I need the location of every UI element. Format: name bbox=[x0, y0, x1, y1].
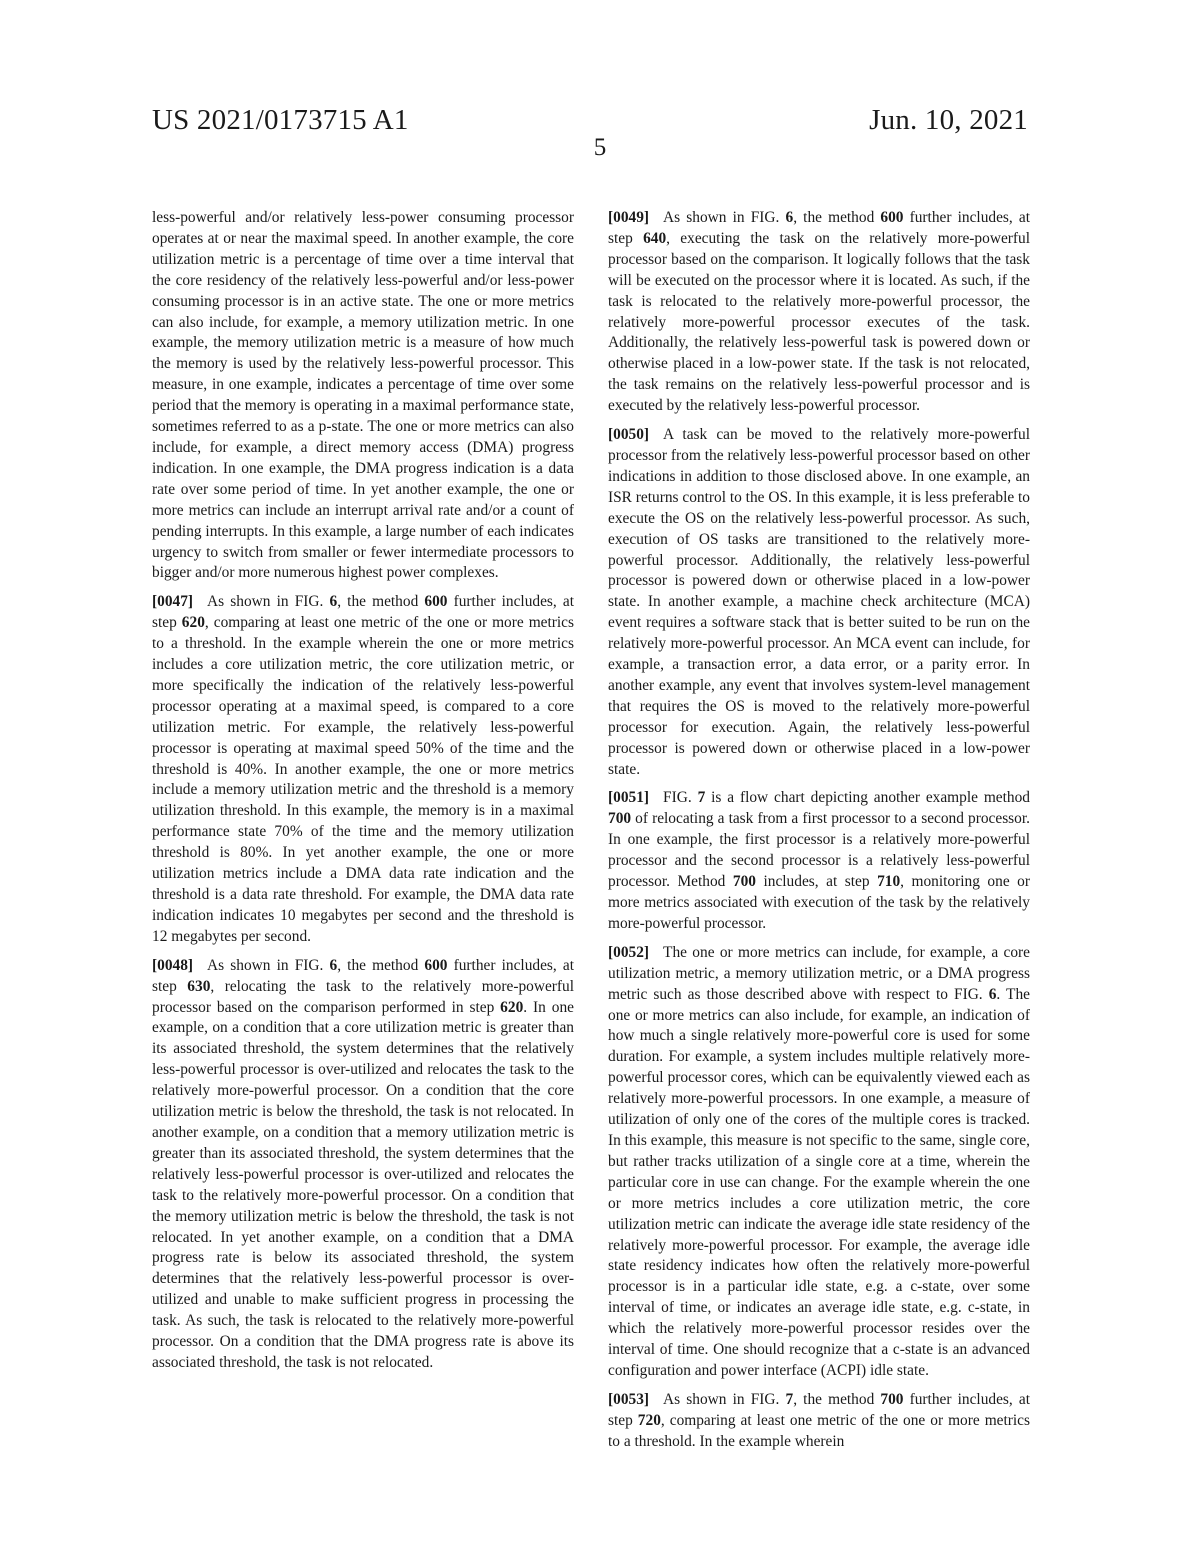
step-ref: 620 bbox=[500, 998, 524, 1016]
paragraph-text: includes, at step bbox=[755, 873, 878, 891]
figure-ref: 7 bbox=[697, 789, 706, 807]
paragraph-number: [0047] bbox=[152, 593, 194, 611]
figure-ref: 7 bbox=[785, 1390, 794, 1408]
paragraph-number: [0051] bbox=[608, 789, 650, 807]
method-ref: 700 bbox=[732, 873, 756, 891]
paragraph-number: [0049] bbox=[608, 209, 650, 226]
paragraph-text: is a flow chart depicting another example method bbox=[705, 789, 1030, 807]
paragraph-0049 bbox=[608, 208, 1030, 417]
paragraph-text: . The one or more metrics can also include, for example, an indication of how much a single relatively more-powerful core is used for some duration. For example, a system includes multiple relatively more-powerful processor cores, which can be equivalently viewed each as relatively more-powerful processors. In one example, a measure of utilization of only one of the cores of the multiple cores is tracked. In this example, this measure is not specific to the same, single core, but rather tracks utilization of a single core at a time, wherein the particular core in use can change. For the example wherein the one or more metrics includes a core utilization metric, the core utilization metric can indicate the average idle state residency of the relatively more-powerful processor. For example, the average idle state residency indicates how often the relatively more-powerful processor is in a particular idle state, e.g. a c-state, over some interval of time, or indicates an average idle state, e.g. c-state, in which the relatively more-powerful processor resides over the interval of time. One should recognize that a c-state is an advanced configuration and power interface (ACPI) idle state. bbox=[608, 985, 1030, 1379]
paragraph-text: , monitoring one or more metrics associated with execution of the task by the relatively more-powerful processor. bbox=[608, 873, 1030, 932]
method-ref: 600 bbox=[424, 956, 448, 974]
paragraph-text: , the method bbox=[793, 1390, 881, 1408]
method-ref: 700 bbox=[608, 810, 632, 828]
figure-ref: 6 bbox=[329, 956, 338, 974]
paragraph-text: As shown in FIG. bbox=[663, 209, 786, 226]
paragraph-text: FIG. bbox=[663, 789, 698, 807]
figure-ref: 6 bbox=[329, 593, 338, 611]
paragraph-number: [0053] bbox=[608, 1390, 650, 1408]
paragraph-0048 bbox=[152, 956, 574, 1374]
method-ref: 700 bbox=[880, 1390, 904, 1408]
method-ref: 600 bbox=[424, 593, 448, 611]
publication-date: Jun. 10, 2021 bbox=[869, 104, 1028, 136]
left-column bbox=[152, 208, 574, 1382]
page-number: 5 bbox=[593, 134, 607, 161]
paragraph-text: , executing the task on the relatively more-powerful processor based on the comparison. It logically follows that the task will be executed on the processor where it is located. As such, if the task is relocated to the relatively more-powerful processor, the relatively more-powerful processor executes of the task. Additionally, the relatively less-powerful task is powered down or otherwise placed in a low-power state. If the task is not relocated, the task remains on the relatively less-powerful processor and is executed by the relatively less-powerful processor. bbox=[608, 229, 1030, 415]
paragraph-number: [0050] bbox=[608, 426, 650, 444]
paragraph-text: As shown in FIG. bbox=[663, 1390, 786, 1408]
paragraph-text: further includes, at step bbox=[152, 956, 574, 995]
method-ref: 600 bbox=[880, 209, 904, 226]
paragraph-text: , the method bbox=[337, 593, 425, 611]
step-ref: 710 bbox=[877, 873, 901, 891]
step-ref: 720 bbox=[637, 1411, 661, 1429]
paragraph-text: , relocating the task to the relatively more-powerful processor based on the comparison performed in step bbox=[152, 977, 575, 1016]
paragraph-number: [0052] bbox=[608, 943, 650, 961]
figure-ref: 6 bbox=[785, 209, 794, 226]
paragraph-text: of relocating a task from a first processor to a second processor. In one example, the first processor is a relatively more-powerful processor and the second processor is a relatively less-powerful processor. Method bbox=[608, 810, 1030, 891]
paragraph-0050 bbox=[608, 425, 1030, 780]
paragraph-text: , comparing at least one metric of the one or more metrics to a threshold. In the example wherein bbox=[608, 1411, 1031, 1450]
paragraph-text: , comparing at least one metric of the one or more metrics to a threshold. In the example wherein the one or more metrics includes a core utilization metric, the core utilization metric, or more specifically the indication of the relatively less-powerful processor operating at a maximal speed, is compared to a core utilization metric. For example, the relatively less-powerful processor is operating at maximal speed 50% of the time and the threshold is 40%. In another example, the one or more metrics include a memory utilization metric and the threshold is a memory utilization threshold. In this example, the memory is in a maximal performance state 70% of the time and the memory utilization threshold is 80%. In yet another example, the one or more utilization metrics include a DMA data rate indication and the threshold is a data rate threshold. For example, the DMA data rate indication indicates 10 megabytes per second and the threshold is 12 megabytes per second. bbox=[152, 614, 575, 945]
paragraph-text: , the method bbox=[793, 209, 881, 226]
paragraph-text: A task can be moved to the relatively more-powerful processor from the relatively less-powerful processor based on other indications in addition to those disclosed above. In one example, an ISR returns control to the OS. In this example, it is less preferable to execute the OS on the relatively less-powerful processor. As such, execution of OS tasks are transitioned to the relatively more-powerful processor. Additionally, the relatively less-powerful processor is powered down or otherwise placed in a low-power state. In another example, a machine check architecture (MCA) event requires a software stack that is better suited to be run on the relatively more-powerful processor. An MCA event can include, for example, a transaction error, a data error, or a parity error. In another example, any event that involves system-level management that requires the OS is moved to the relatively more-powerful processor for execution. Again, the relatively less-powerful processor is powered down or otherwise placed in a low-power state. bbox=[608, 426, 1030, 778]
paragraph-text: further includes, at step bbox=[608, 1390, 1030, 1429]
paragraph-0051 bbox=[608, 788, 1030, 934]
patent-number: US 2021/0173715 A1 bbox=[152, 104, 409, 136]
paragraph-continuation: less-powerful and/or relatively less-power consuming processor operates at or near the maximal speed. In another example, the core utilization metric is a percentage of time over a time interval that the core residency of the relatively less-powerful and/or less-power consuming processor is in an active state. The one or more metrics can also include, for example, a memory utilization metric. In one example, the memory utilization metric is a measure of how much the memory is used by the relatively less-powerful processor. This measure, in one example, indicates a percentage of time over some period that the memory is operating in a maximal performance state, sometimes referred to as a p-state. The one or more metrics can also include, for example, a direct memory access (DMA) progress indication. In one example, the DMA progress indication is a data rate over some period of time. In yet another example, the one or more metrics can include an interrupt arrival rate and/or a count of pending interrupts. In this example, a large number of each indicates urgency to switch from smaller or fewer intermediate processors to bigger and/or more numerous highest power complexes. bbox=[152, 209, 574, 582]
paragraph-0052 bbox=[608, 943, 1030, 1382]
paragraph-text: further includes, at step bbox=[608, 209, 1030, 247]
step-ref: 640 bbox=[643, 229, 667, 247]
paragraph-0047 bbox=[152, 592, 574, 947]
paragraph-number: [0048] bbox=[152, 956, 194, 974]
paragraph-text: , the method bbox=[337, 956, 425, 974]
paragraph-text: further includes, at step bbox=[152, 593, 574, 632]
paragraph-text: . In one example, on a condition that a core utilization metric is greater than its associated threshold, the system determines that the relatively less-powerful processor is over-utilized and relocates the task to the relatively more-powerful processor. On a condition that the core utilization metric is below the threshold, the task is not relocated. In another example, on a condition that a memory utilization metric is greater than its associated threshold, the system determines that the relatively less-powerful processor is over-utilized and relocates the task to the relatively more-powerful processor. On a condition that the memory utilization metric is below the threshold, the task is not relocated. In yet another example, on a condition that a DMA progress rate is below its associated threshold, the system determines that the relatively less-powerful processor is over-utilized and unable to make sufficient progress in processing the task. As such, the task is relocated to the relatively more-powerful processor. On a condition that the DMA progress rate is above its associated threshold, the task is not relocated. bbox=[152, 998, 574, 1371]
paragraph-0053 bbox=[608, 1390, 1030, 1453]
paragraph-text: As shown in FIG. bbox=[207, 593, 330, 611]
paragraph-text: As shown in FIG. bbox=[207, 956, 330, 974]
figure-ref: 6 bbox=[988, 985, 997, 1003]
right-column bbox=[608, 208, 1030, 1461]
step-ref: 630 bbox=[187, 977, 211, 995]
step-ref: 620 bbox=[181, 614, 205, 632]
paragraph-text: The one or more metrics can include, for example, a core utilization metric, a memory utilization metric, or a DMA progress metric such as those described above with respect to FIG. bbox=[608, 943, 1030, 1003]
